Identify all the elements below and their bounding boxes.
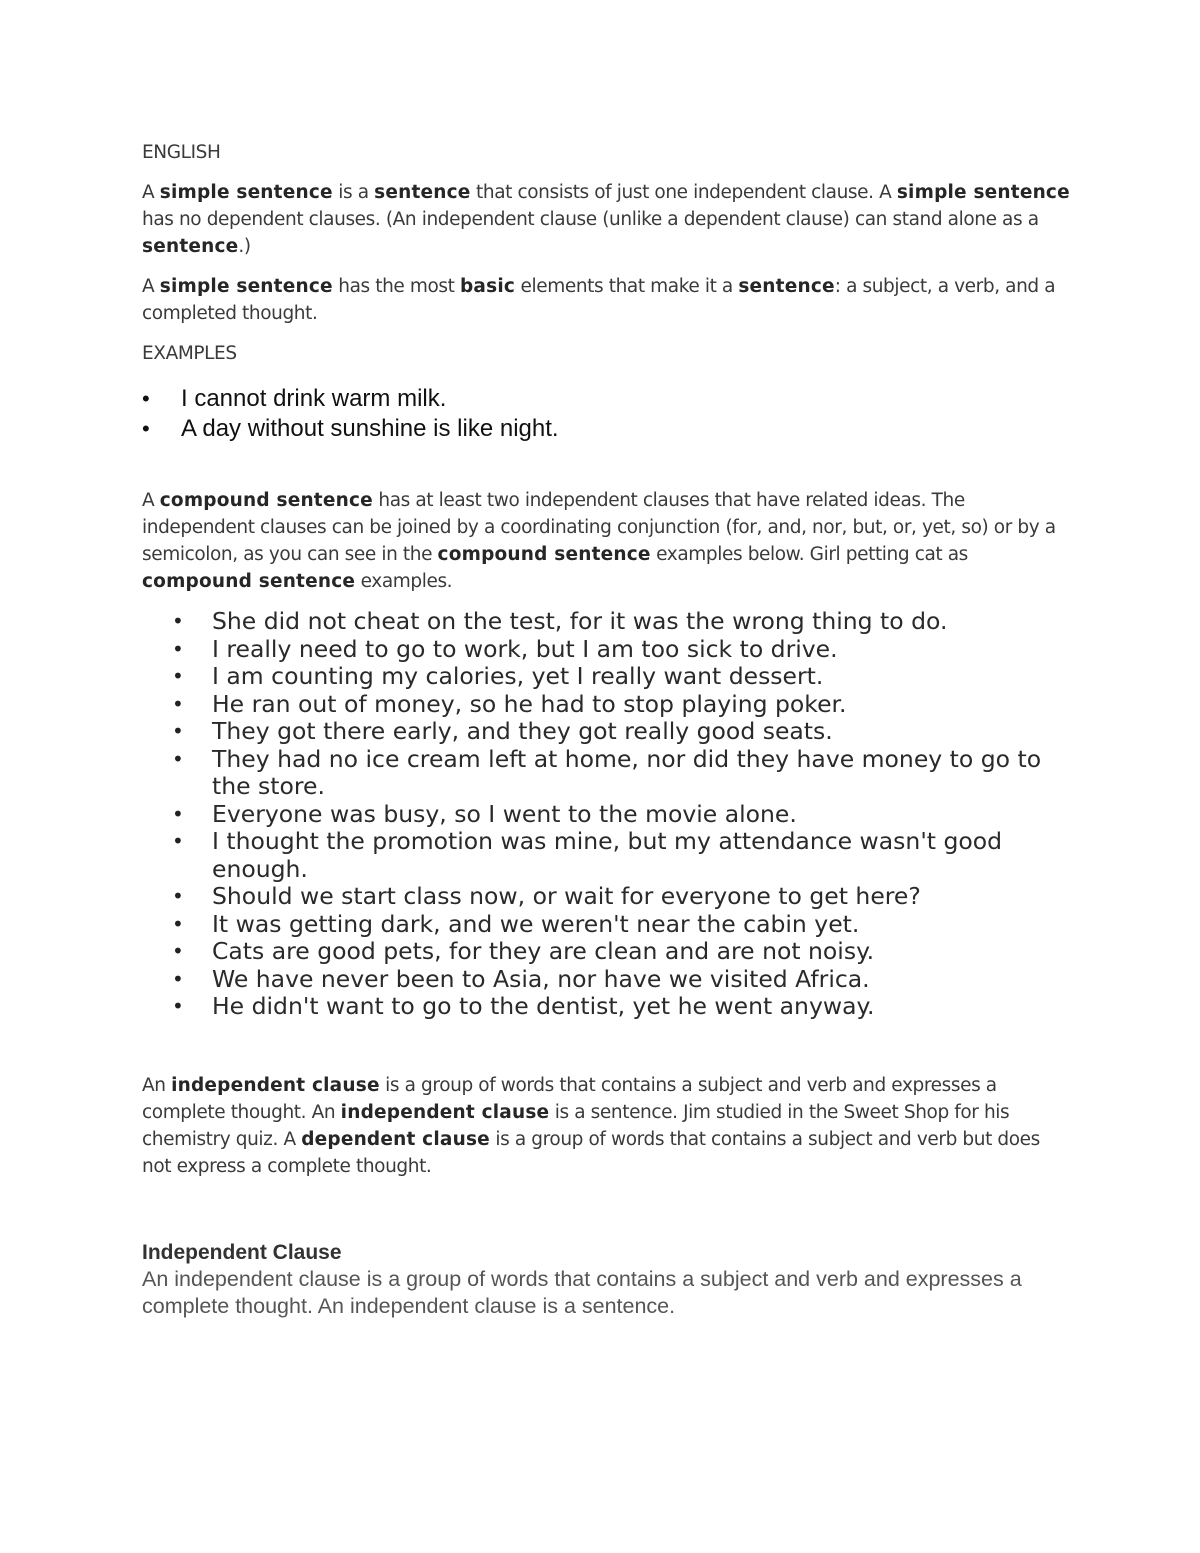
emphasis: compound sentence (159, 490, 373, 511)
document-body (142, 139, 1072, 1320)
emphasis: sentence (142, 236, 239, 257)
list-item: • They got there early, and they got really good seats. (142, 718, 1047, 746)
emphasis: simple sentence (896, 182, 1070, 203)
compound-sentence-definition: A compound sentence has at least two independent clauses that have related ideas. The independent clauses can be joined by a coordinating conjunction (for, and, nor, but, or, yet, so) or by a semicolon, as you can see in the compound sentence examples below. Girl petting cat as compound sentence examples. (142, 490, 1056, 592)
list-item: • He didn't want to go to the dentist, yet he went anyway. (142, 993, 1047, 1021)
simple-sentence-elements: A simple sentence has the most basic elements that make it a sentence: a subject, a verb, and a completed thought. (142, 276, 1056, 324)
list-item: • She did not cheat on the test, for it was the wrong thing to do. (142, 608, 1047, 636)
list-item: • I cannot drink warm milk. (142, 384, 1072, 414)
emphasis: independent clause (340, 1101, 550, 1123)
emphasis: dependent clause (301, 1128, 490, 1150)
emphasis: compound sentence (437, 544, 651, 565)
emphasis: compound sentence (142, 571, 356, 592)
compound-examples-list (142, 608, 1047, 1021)
list-item: • Cats are good pets, for they are clean and are not noisy. (142, 938, 1047, 966)
list-item: • We have never been to Asia, nor have we visited Africa. (142, 966, 1047, 994)
list-item: • I really need to go to work, but I am too sick to drive. (142, 636, 1047, 664)
section-heading: Independent Clause (142, 1240, 342, 1264)
emphasis: sentence (374, 182, 471, 203)
list-item: • I thought the promotion was mine, but my attendance wasn't good enough. (142, 828, 1047, 883)
emphasis: sentence (738, 276, 835, 297)
simple-sentence-definition: A simple sentence is a sentence that consists of just one independent clause. A simple sentence has no dependent clauses. (An independent clause (unlike a dependent clause) can stand alone as a sentence.) (142, 182, 1070, 257)
list-item: • A day without sunshine is like night. (142, 414, 1072, 444)
list-item: • Should we start class now, or wait for everyone to get here? (142, 883, 1047, 911)
document-title: ENGLISH (142, 142, 221, 163)
emphasis: independent clause (171, 1074, 380, 1096)
list-item: • It was getting dark, and we weren't near the cabin yet. (142, 911, 1047, 939)
examples-label: EXAMPLES (142, 343, 237, 364)
emphasis: simple sentence (159, 182, 333, 203)
list-item: • They had no ice cream left at home, nor did they have money to go to the store. (142, 746, 1047, 801)
clause-definition: An independent clause is a group of words that contains a subject and verb and expresses a complete thought. An independent clause is a sentence. Jim studied in the Sweet Shop for his chemistry quiz. A dependent clause is a group of words that contains a subject and verb but does not express a complete thought. (142, 1074, 1040, 1177)
emphasis: basic (459, 276, 516, 297)
list-item: • Everyone was busy, so I went to the movie alone. (142, 801, 1047, 829)
section-body: An independent clause is a group of words that contains a subject and verb and expresses a complete thought. An independent clause is a sentence. (142, 1266, 1022, 1318)
list-item: • I am counting my calories, yet I really want dessert. (142, 663, 1047, 691)
list-item: • He ran out of money, so he had to stop playing poker. (142, 691, 1047, 719)
simple-examples-list (142, 384, 1072, 444)
emphasis: simple sentence (159, 276, 333, 297)
